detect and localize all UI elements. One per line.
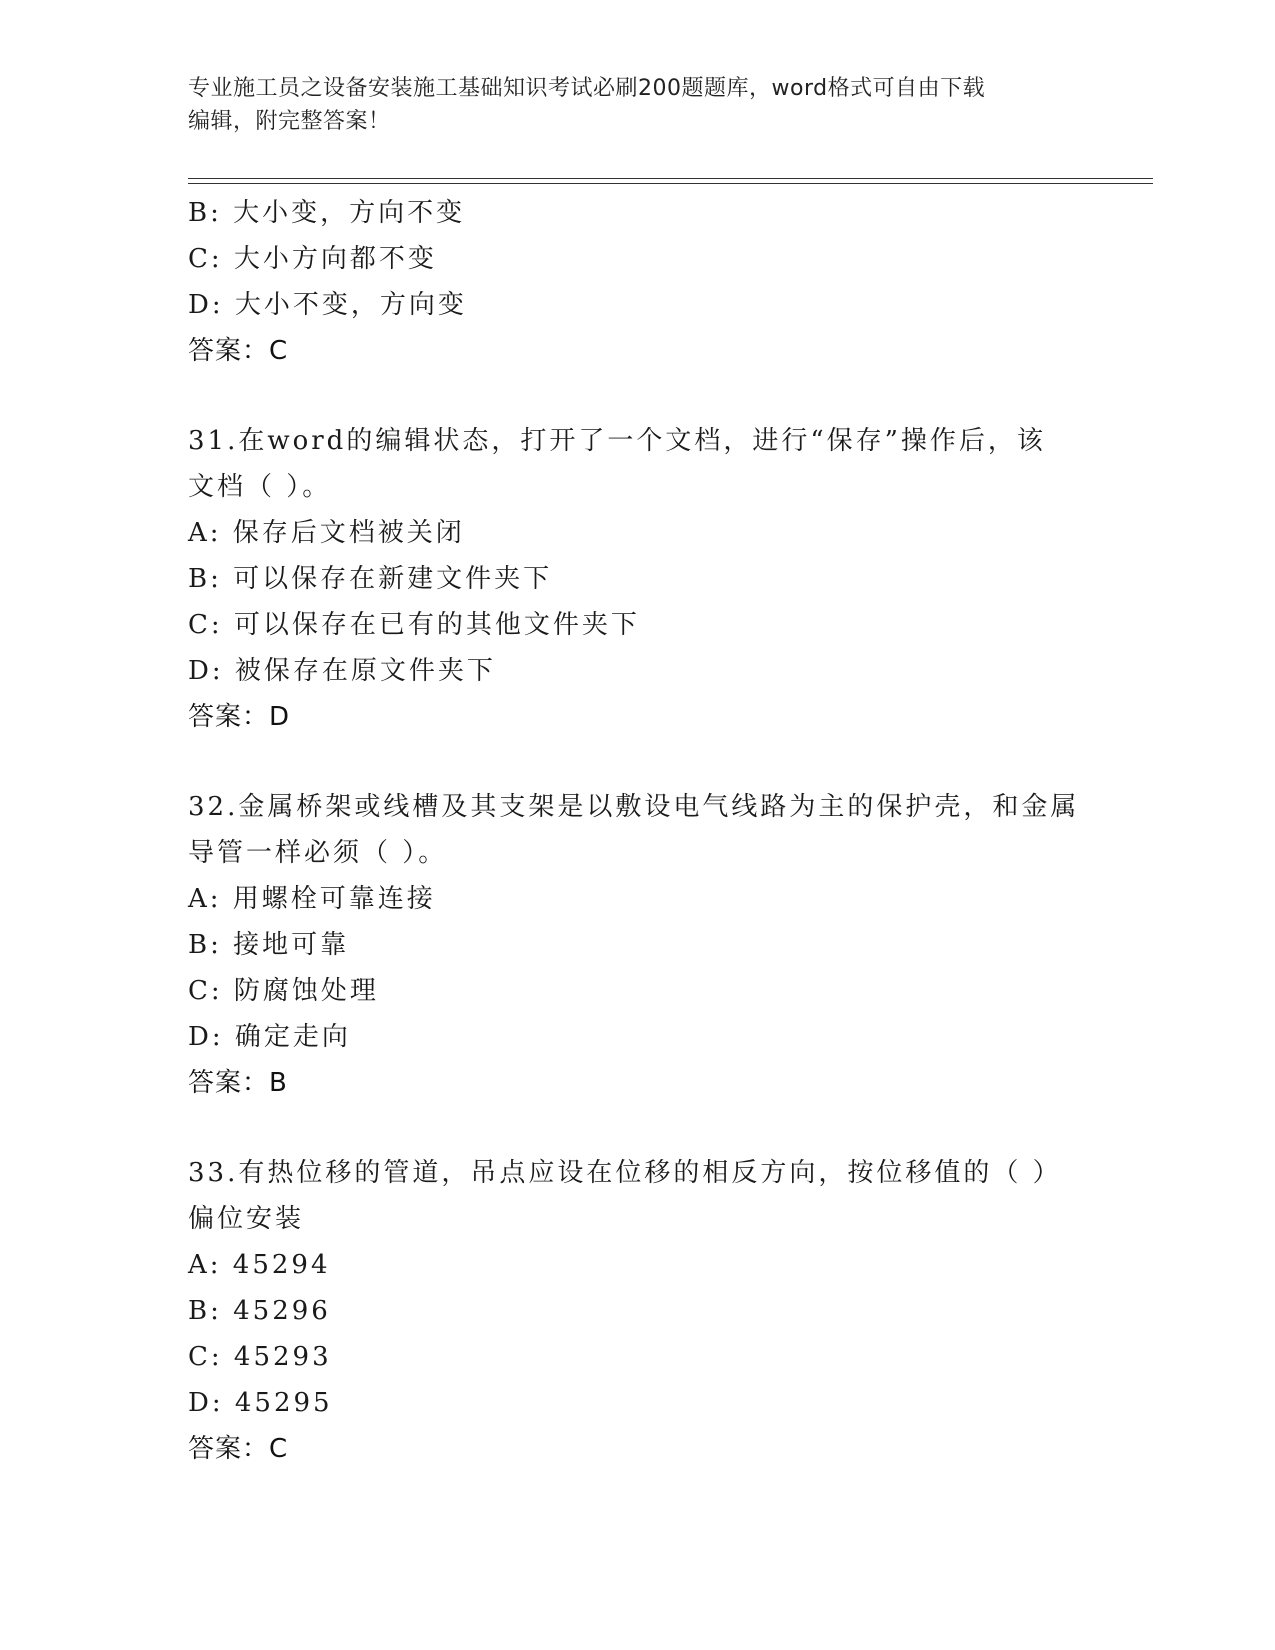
answer-label: 答案：C bbox=[188, 1434, 289, 1464]
option-d: D: 被保存在原文件夹下 bbox=[188, 656, 496, 686]
option-b: B: 大小变，方向不变 bbox=[188, 198, 466, 228]
question-spacer bbox=[188, 1106, 1088, 1150]
question-33 bbox=[188, 1150, 1088, 1472]
question-stem-line-2: 偏位安装 bbox=[188, 1204, 305, 1234]
question-32 bbox=[188, 784, 1088, 1106]
question-31 bbox=[188, 418, 1088, 740]
option-d: D: 45295 bbox=[188, 1388, 333, 1418]
answer-label: 答案：C bbox=[188, 336, 289, 366]
header-line-2: 编辑，附完整答案！ bbox=[188, 109, 391, 134]
option-b: B: 可以保存在新建文件夹下 bbox=[188, 564, 553, 594]
option-d: D: 确定走向 bbox=[188, 1022, 351, 1052]
document-header bbox=[188, 72, 1088, 138]
question-stem-line-1: 33.有热位移的管道，吊点应设在位移的相反方向，按位移值的（ ） bbox=[188, 1158, 1062, 1188]
question-spacer bbox=[188, 374, 1088, 418]
header-divider-bottom bbox=[188, 183, 1153, 184]
option-b: B: 45296 bbox=[188, 1296, 331, 1326]
answer-label: 答案：D bbox=[188, 702, 291, 732]
question-stem-line-2: 导管一样必须（ ）。 bbox=[188, 838, 448, 868]
answer-label: 答案：B bbox=[188, 1068, 288, 1098]
question-stem-line-1: 32.金属桥架或线槽及其支架是以敷设电气线路为主的保护壳，和金属 bbox=[188, 792, 1080, 822]
question-list bbox=[188, 190, 1088, 1472]
option-c: C: 可以保存在已有的其他文件夹下 bbox=[188, 610, 640, 640]
option-c: C: 45293 bbox=[188, 1342, 332, 1372]
header-divider-top bbox=[188, 178, 1153, 179]
option-a: A: 保存后文档被关闭 bbox=[188, 518, 465, 548]
option-c: C: 大小方向都不变 bbox=[188, 244, 437, 274]
option-a: A: 45294 bbox=[188, 1250, 331, 1280]
option-a: A: 用螺栓可靠连接 bbox=[188, 884, 436, 914]
option-c: C: 防腐蚀处理 bbox=[188, 976, 379, 1006]
question-30-continued bbox=[188, 190, 1088, 374]
option-d: D: 大小不变，方向变 bbox=[188, 290, 467, 320]
header-line-1: 专业施工员之设备安装施工基础知识考试必刷200题题库，word格式可自由下载 bbox=[188, 76, 986, 101]
option-b: B: 接地可靠 bbox=[188, 930, 350, 960]
question-stem-line-2: 文档（ ）。 bbox=[188, 472, 332, 502]
question-spacer bbox=[188, 740, 1088, 784]
question-stem-line-1: 31.在word的编辑状态，打开了一个文档，进行“保存”操作后，该 bbox=[188, 426, 1046, 456]
